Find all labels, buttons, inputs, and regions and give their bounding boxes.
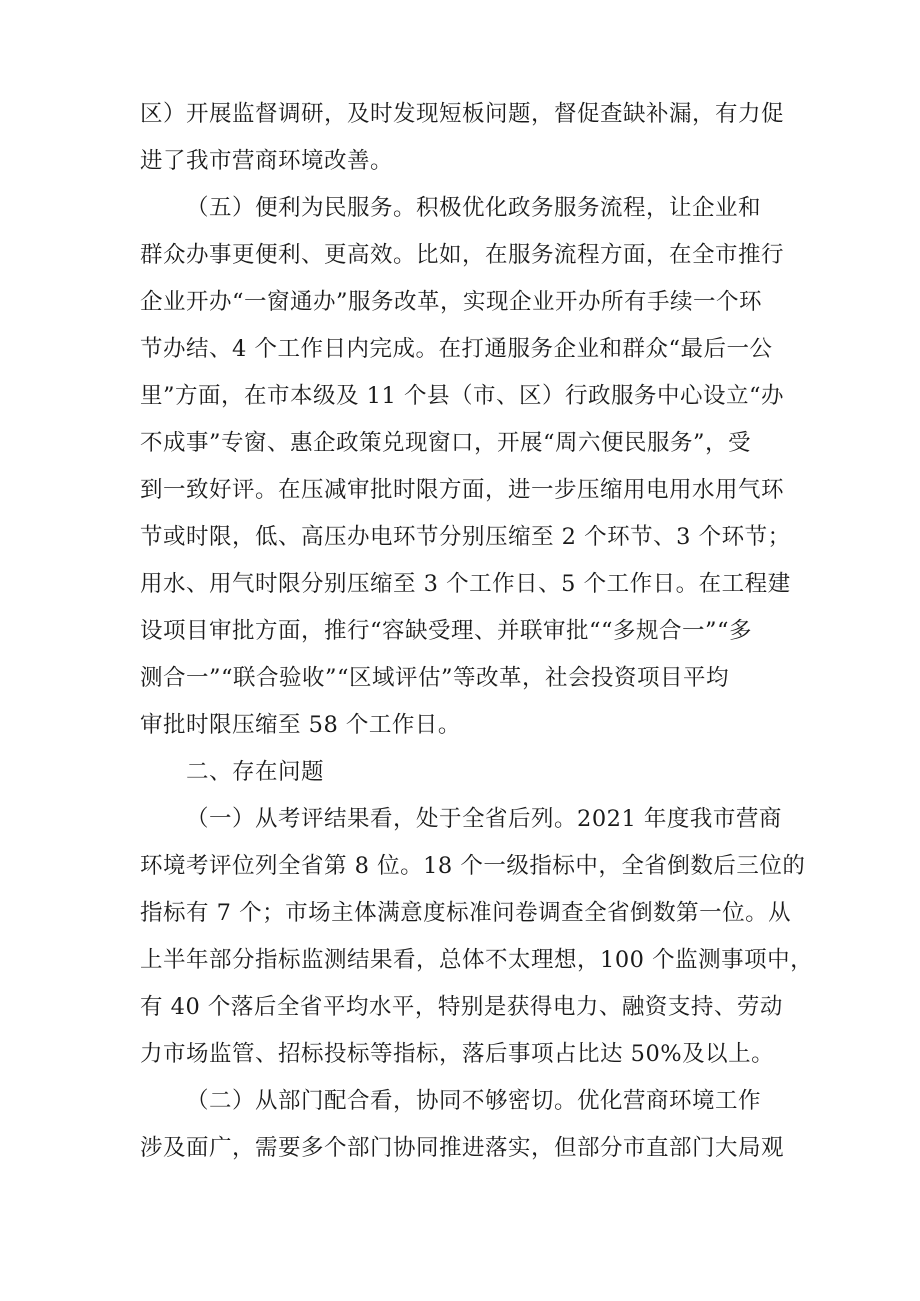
text-line: 不成事”专窗、惠企政策兑现窗口，开展“周六便民服务”，受	[140, 430, 752, 456]
text-line: 有 40 个落后全省平均水平，特别是获得电力、融资支持、劳动	[140, 994, 783, 1020]
body-text	[140, 91, 814, 1172]
text-line: 力市场监管、招标投标等指标，落后事项占比达 50%及以上。	[140, 1041, 775, 1067]
text-line: 区）开展监督调研，及时发现短板问题，督促查缺补漏，有力促	[140, 101, 785, 127]
text-line: 群众办事更便利、更高效。比如，在服务流程方面，在全市推行	[140, 242, 785, 268]
text-line: 企业开办“一窗通办”服务改革，实现企业开办所有手续一个环	[140, 289, 763, 315]
text-line: 涉及面广，需要多个部门协同推进落实，但部分市直部门大局观	[140, 1135, 785, 1161]
text-line: 指标有 7 个；市场主体满意度标准问卷调查全省倒数第一位。从	[140, 900, 792, 926]
text-line: 节办结、4 个工作日内完成。在打通服务企业和群众“最后一公	[140, 336, 773, 362]
text-line: 上半年部分指标监测结果看，总体不太理想，100 个监测事项中，	[140, 947, 814, 973]
text-line: 环境考评位列全省第 8 位。18 个一级指标中，全省倒数后三位的	[140, 853, 806, 879]
text-line: 设项目审批方面，推行“容缺受理、并联审批““多规合一”“多	[140, 618, 753, 644]
text-line: 用水、用气时限分别压缩至 3 个工作日、5 个工作日。在工程建	[140, 571, 791, 597]
text-line: 到一致好评。在压减审批时限方面，进一步压缩用电用水用气环	[140, 477, 785, 503]
text-line: 里”方面，在市本级及 11 个县（市、区）行政服务中心设立“办	[140, 383, 784, 409]
text-line: 进了我市营商环境改善。	[140, 148, 394, 174]
text-line: 审批时限压缩至 58 个工作日。	[140, 712, 461, 738]
paragraph-start-line: （一）从考评结果看，处于全省后列。2021 年度我市营商	[186, 806, 782, 832]
text-line: 节或时限，低、高压办电环节分别压缩至 2 个环节、3 个环节；	[140, 524, 791, 550]
paragraph-start-line: （五）便利为民服务。积极优化政务服务流程，让企业和	[186, 195, 762, 221]
paragraph-start-line: （二）从部门配合看，协同不够密切。优化营商环境工作	[186, 1088, 762, 1114]
section-heading: 二、存在问题	[186, 759, 325, 785]
text-line: 测合一”“联合验收”“区域评估”等改革，社会投资项目平均	[140, 665, 730, 691]
